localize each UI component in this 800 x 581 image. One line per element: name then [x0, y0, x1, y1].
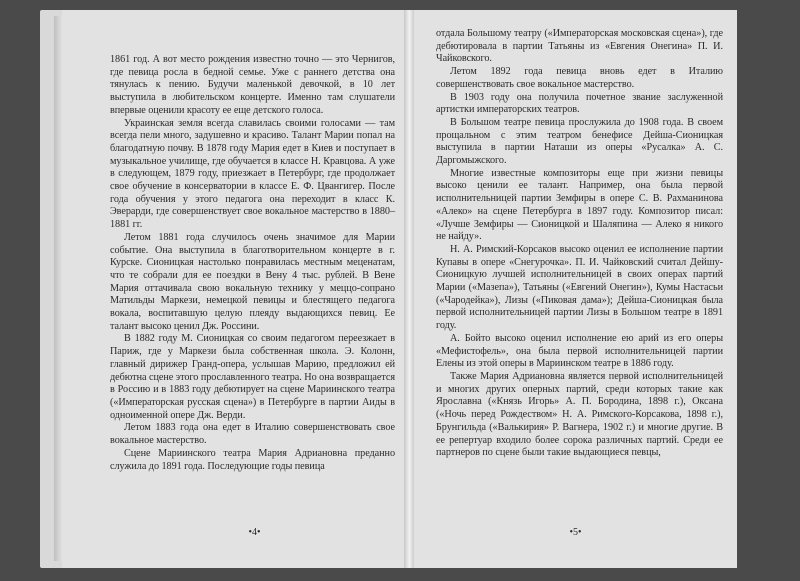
right-paragraph-6: Н. А. Римский-Корсаков высоко оценил ее исполнение партии Купавы в опере «Снегурочка». П. И. Чайковский считал Дейшу-Сионицкую лучшей исполнительницей в своих операх партий Марии («Мазепа»), Татьяны («Евгений Онегин»), Кумы Настасьи («Чародейка»), Лизы («Пиковая дама»); Дейша-Сионицкая была первой исполнительницей партии Лизы в Большом театре в 1891 году.	[436, 243, 723, 332]
left-paragraph-4: В 1882 году М. Сионицкая со своим педагогом переезжает в Париж, где у Маркези была собственная школа. Э. Колонн, главный дирижер Гранд-опера, услышав Марию, предложил ей дебютна сцене этого прославленного театра. Но она возвращается в Россию и в 1883 году дебютирует на сцене Мариинского театра («Императорская русская сцена») в Петербурге в партии Аиды в одноименной опере Дж. Верди.	[110, 333, 395, 421]
open-book	[40, 10, 725, 568]
left-paragraph-2: Украинская земля всегда славилась своими голосами — там всегда пели много, задушевно и красиво. Талант Марии попал на благодатную почву. В 1878 году Мария едет в Киев и поступает в музыкальное училище, где обучается в классе Н. Кравцова. А уже в следующем, 1879 году, приезжает в Петербург, где продолжает свое обучение в консерватории в классе Е. Ф. Цвангигер. После года обучения у этого педагога она переходит в класс К. Эверарди, где совершенствует свое вокальное мастерство в 1880–1881 гг.	[110, 117, 395, 231]
right-paragraph-5: Многие известные композиторы еще при жизни певицы высоко ценили ее талант. Например, она была первой исполнительницей партии Земфиры в опере С. В. Рахманинова «Алеко» на сцене Петербурга в 1897 году. Композитор писал: «Лучше Земфиры — Сионицкой и Шаляпина — Алеко я никого не найду».	[436, 167, 723, 243]
right-paragraph-1: отдала Большому театру («Императорская московская сцена»), где дебютировала в партии Татьяны из «Евгения Онегина» П. И. Чайковского.	[436, 28, 723, 65]
left-page-number: •4•	[248, 527, 261, 538]
left-paragraph-3: Летом 1881 года случилось очень значимое для Марии событие. Она выступила в благотворительном концерте в г. Курске. Сионицкая настолько понравилась местным меценатам, что те собрали для ее поездки в Вену 4 тыс. рублей. В Вене Мария оттачивала свою вокальную технику у меццо-сопрано Матильды Маркези, немецкой певицы и блестящего педагога вокала, воспитавшую целую плеяду выдающихся певиц. Ее талант высоко ценил Дж. Россини.	[110, 231, 395, 332]
right-paragraph-8: Также Мария Адриановна является первой исполнительницей и многих других оперных партий, среди которых такие как Ярославна («Князь Игорь» А. П. Бородина, 1898 г.), Оксана («Ночь перед Рождеством» Н. А. Римского-Корсакова, 1898 г.), Брунгильда («Валькирия» Р. Вагнера, 1902 г.) и многие другие. В ее репертуар входило более сорока различных партий. Среди ее партнеров по сцене были такие выдающиеся певцы,	[436, 370, 723, 459]
right-paragraph-3: В 1903 году она получила почетное звание заслуженной артистки императорских театров.	[436, 91, 723, 116]
right-paragraph-4: В Большом театре певица прослужила до 1908 года. В своем прощальном с этим театром бенефисе Дейша-Сионицкая выступила в партии Наташи из оперы «Русалка» А. С. Даргомыжского.	[436, 116, 723, 167]
right-page	[414, 10, 737, 568]
right-page-number: •5•	[569, 527, 582, 538]
right-paragraph-7: А. Бойто высоко оценил исполнение ею арий из его оперы «Мефистофель», она была первой исполнительницей партии Елены из этой оперы в Мариинском театре в 1886 году.	[436, 332, 723, 370]
right-paragraph-2: Летом 1892 года певица вновь едет в Италию совершенствовать свое вокальное мастерство.	[436, 66, 723, 90]
left-paragraph-1: 1861 год. А вот место рождения известно точно — это Чернигов, где певица росла в бедной семье. Уже с раннего детства она тянулась к пению. Будучи маленькой девочкой, в 10 лет выступила в любительском концерте. Именно там слушатели впервые оценили красоту ее еще детского голоса.	[110, 54, 395, 116]
left-page	[62, 10, 407, 568]
left-paragraph-6: Сцене Мариинского театра Мария Адриановна преданно служила до 1891 года. Последующие годы певица	[110, 447, 395, 472]
left-paragraph-5: Летом 1883 года она едет в Италию совершенствовать свое вокальное мастерство.	[110, 422, 395, 447]
